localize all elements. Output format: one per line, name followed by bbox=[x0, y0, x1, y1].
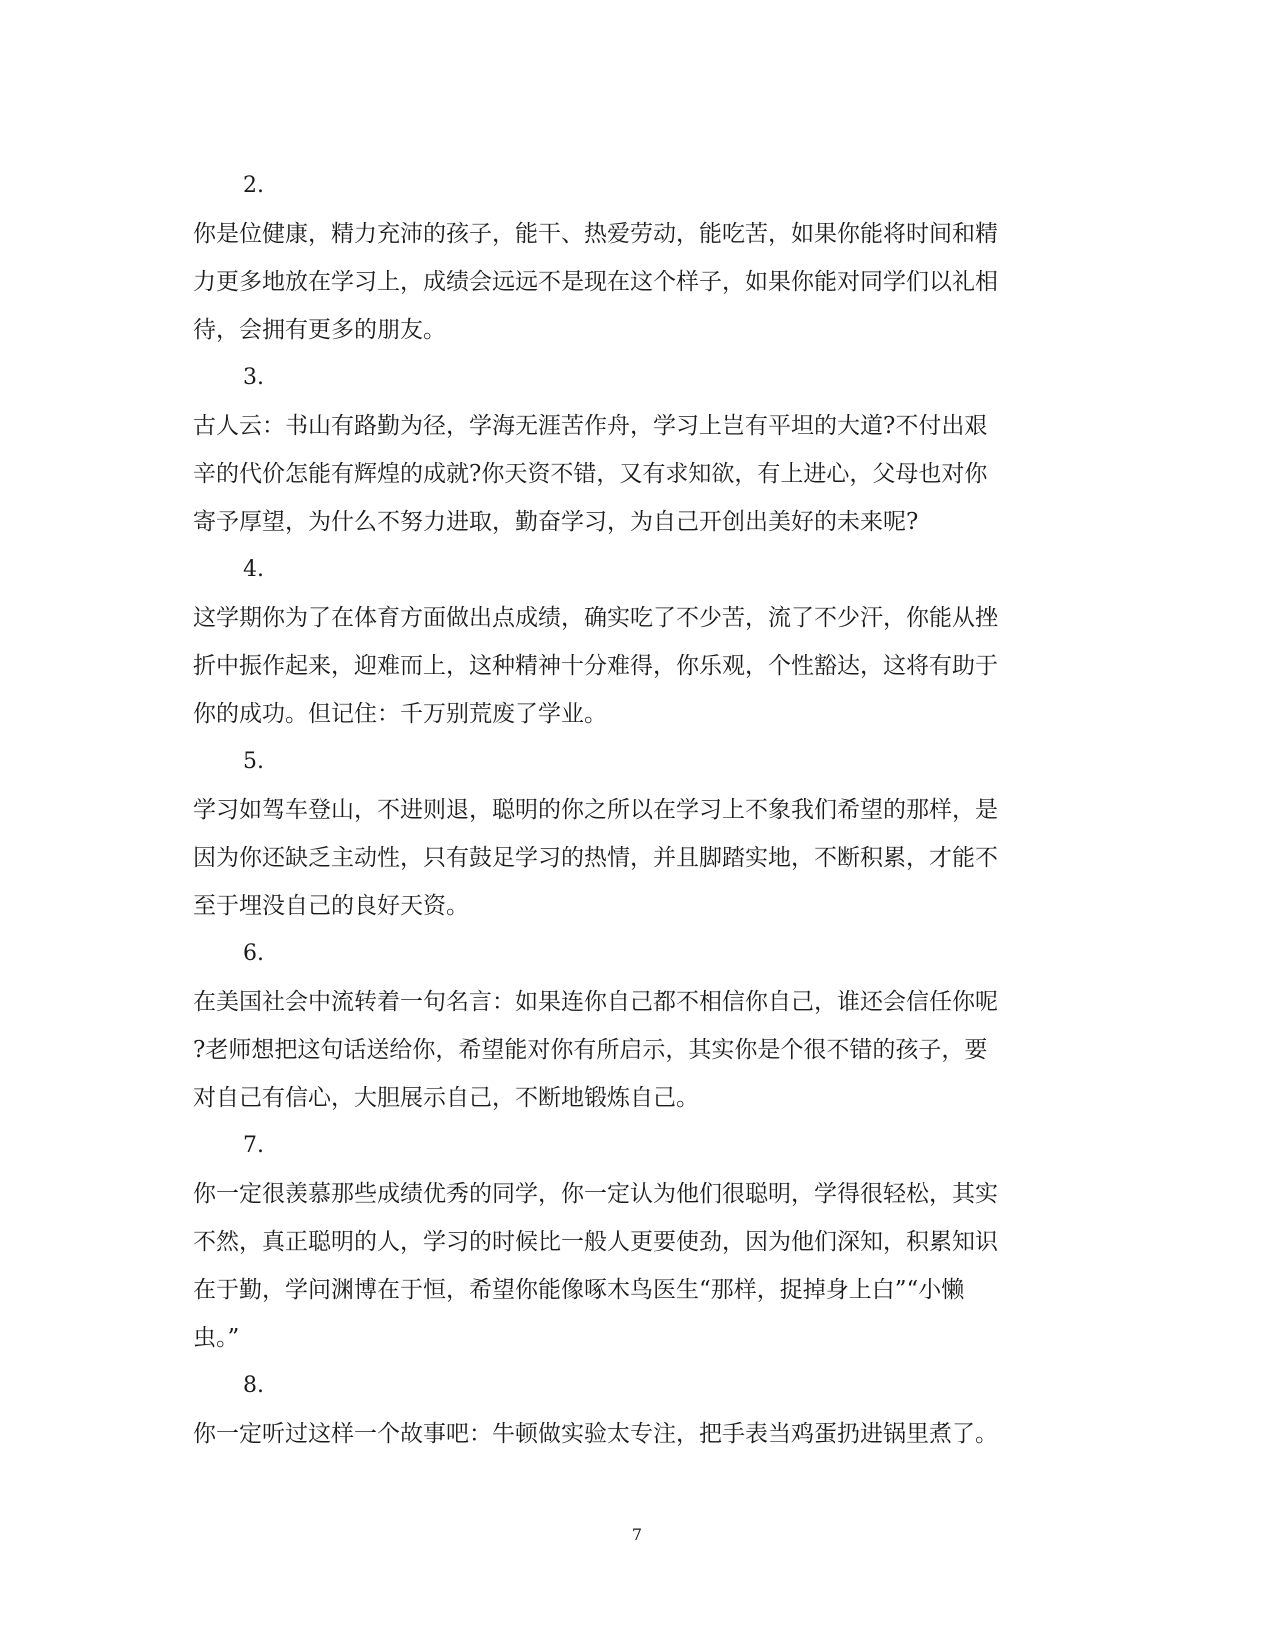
comment-paragraph-8: 你一定听过这样一个故事吧：牛顿做实验太专注，把手表当鸡蛋扔进锅里煮了。 bbox=[193, 1421, 998, 1447]
comment-paragraph-6: 在美国社会中流转着一句名言：如果连你自己都不相信你自己，谁还会信任你呢 ?老师想把这句话送给你，希望能对你有所启示，其实你是个很不错的孩子，要 对自己有信心，大胆展示自己，不断地锻炼自己。 bbox=[193, 989, 998, 1111]
comment-paragraph-4: 这学期你为了在体育方面做出点成绩，确实吃了不少苦，流了不少汗，你能从挫 折中振作起来，迎难而上，这种精神十分难得，你乐观，个性豁达，这将有助于 你的成功。但记住：千万别荒废了学业。 bbox=[193, 605, 998, 727]
item-number-8: 8. bbox=[243, 1373, 264, 1398]
item-number-2: 2. bbox=[243, 173, 264, 198]
document-body bbox=[193, 162, 1073, 1458]
comment-paragraph-2: 你是位健康，精力充沛的孩子，能干、热爱劳动，能吃苦，如果你能将时间和精 力更多地放在学习上，成绩会远远不是现在这个样子，如果你能对同学们以礼相 待，会拥有更多的朋友。 bbox=[193, 221, 998, 343]
comment-paragraph-3: 古人云：书山有路勤为径，学海无涯苦作舟，学习上岂有平坦的大道?不付出艰 辛的代价怎能有辉煌的成就?你天资不错，又有求知欲，有上进心，父母也对你 寄予厚望，为什么不努力进取，勤奋学习，为自己开创出美好的未来呢? bbox=[193, 413, 988, 535]
item-number-7: 7. bbox=[243, 1133, 264, 1158]
comment-paragraph-7: 你一定很羡慕那些成绩优秀的同学，你一定认为他们很聪明，学得很轻松，其实 不然，真正聪明的人，学习的时候比一般人更要使劲，因为他们深知，积累知识 在于勤，学问渊博在于恒，希望你能像啄木鸟医生“那样，捉掉身上白”“小懒 虫。” bbox=[193, 1181, 998, 1351]
item-number-5: 5. bbox=[243, 749, 264, 774]
comment-paragraph-5: 学习如驾车登山，不进则退，聪明的你之所以在学习上不象我们希望的那样，是 因为你还缺乏主动性，只有鼓足学习的热情，并且脚踏实地，不断积累，才能不 至于埋没自己的良好天资。 bbox=[193, 797, 998, 919]
item-number-4: 4. bbox=[243, 557, 264, 582]
page-number: 7 bbox=[631, 1525, 643, 1544]
item-number-3: 3. bbox=[243, 365, 264, 390]
item-number-6: 6. bbox=[243, 941, 264, 966]
